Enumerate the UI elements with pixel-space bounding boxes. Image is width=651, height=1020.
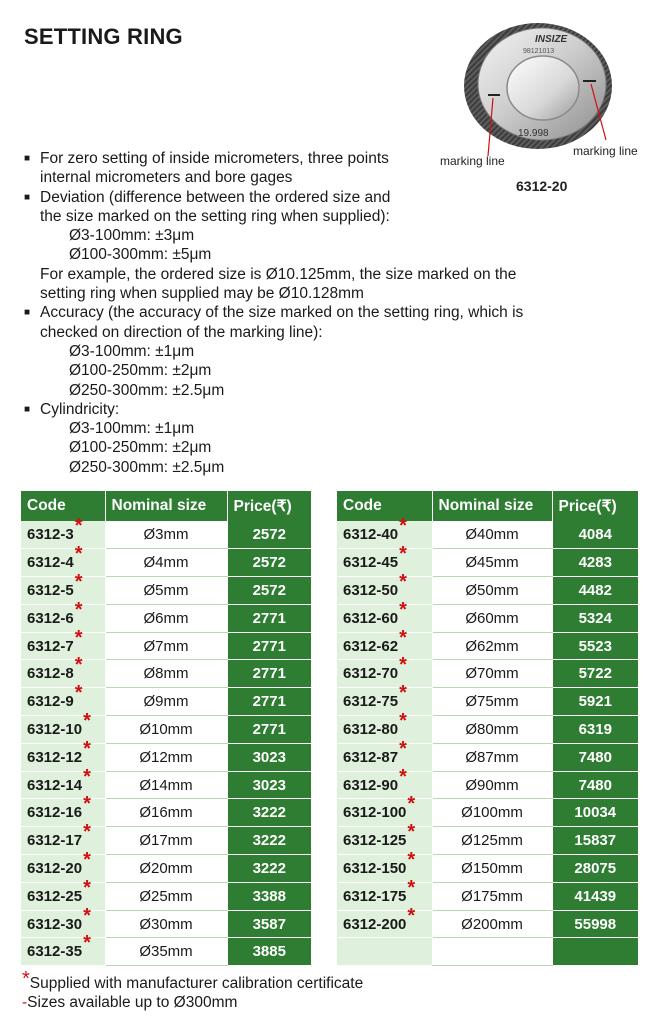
price-cell: 2572 (227, 577, 311, 605)
column-header-price: Price(₹) (227, 491, 311, 521)
table-row (21, 688, 311, 716)
certificate-star: * (399, 737, 407, 760)
empty-cell (337, 938, 432, 966)
table-row (337, 688, 638, 716)
code-cell (21, 515, 105, 549)
nominal-size-cell: Ø70mm (432, 660, 552, 688)
code-cell (21, 626, 105, 660)
bullet-icon: ■ (24, 153, 31, 164)
price-cell: 7480 (552, 743, 638, 771)
column-header-nominal-size: Nominal size (105, 491, 227, 521)
feature-text: setting ring when supplied may be Ø10.128mm (40, 285, 364, 303)
column-header-nominal-size: Nominal size (432, 491, 552, 521)
feature-text: For example, the ordered size is Ø10.125mm, the size marked on the (40, 265, 517, 283)
price-table-right (337, 491, 638, 966)
column-header-code: Code (21, 491, 105, 521)
bullet-icon: ■ (24, 403, 31, 415)
nominal-size-cell: Ø17mm (105, 827, 227, 855)
certificate-star: * (74, 570, 83, 593)
certificate-star: * (399, 654, 407, 677)
code-text: 6312-14 (27, 776, 83, 794)
price-cell: 2771 (227, 688, 311, 716)
table-row (337, 910, 638, 938)
table-row (21, 521, 311, 549)
feature-spec: Ø100-300mm: ±5μm (69, 246, 212, 264)
price-cell: 6319 (552, 716, 638, 744)
price-cell: 28075 (552, 855, 638, 883)
certificate-star: * (399, 626, 407, 649)
code-text: 6312-12 (27, 748, 83, 766)
footnote-text: Sizes available up to Ø300mm (27, 994, 238, 1011)
price-cell: 4084 (552, 521, 638, 549)
code-text: 6312-10 (27, 720, 83, 738)
feature-item: ■ Deviation (difference between the ordered size and (24, 188, 391, 206)
column-header-price: Price(₹) (552, 491, 638, 521)
table-header-row (21, 491, 311, 521)
price-cell: 10034 (552, 799, 638, 827)
code-cell (21, 709, 105, 744)
code-text: 6312-6 (27, 609, 74, 627)
certificate-star: * (399, 709, 407, 732)
nominal-size-cell: Ø100mm (432, 799, 552, 827)
empty-cell (432, 938, 552, 966)
feature-spec: Ø3-100mm: ±1μm (69, 420, 195, 438)
price-cell: 55998 (552, 910, 638, 938)
code-cell (337, 765, 432, 799)
table-row (337, 604, 638, 632)
feature-spec: Ø3-100mm: ±1μm (69, 342, 195, 360)
nominal-size-cell: Ø4mm (105, 549, 227, 577)
code-text: 6312-16 (27, 804, 83, 822)
code-cell (337, 598, 432, 632)
nominal-size-cell: Ø16mm (105, 799, 227, 827)
nominal-size-cell: Ø62mm (432, 632, 552, 660)
code-cell (337, 737, 432, 771)
certificate-star: * (407, 876, 416, 899)
table-row (337, 771, 638, 799)
code-text: 6312-5 (27, 581, 74, 599)
nominal-size-cell: Ø150mm (432, 855, 552, 883)
price-cell: 5324 (552, 604, 638, 632)
feature-spec: Ø3-100mm: ±3μm (69, 227, 195, 245)
page-title: SETTING RING (24, 24, 183, 49)
nominal-size-cell: Ø90mm (432, 771, 552, 799)
code-cell (21, 932, 105, 966)
certificate-star: * (407, 848, 416, 871)
nominal-size-cell: Ø3mm (105, 521, 227, 549)
code-cell (337, 876, 432, 910)
price-cell: 3222 (227, 855, 311, 883)
ring-size-text: 19.998 (518, 128, 549, 139)
certificate-star: * (74, 543, 83, 566)
price-cell: 3388 (227, 882, 311, 910)
nominal-size-cell: Ø87mm (432, 743, 552, 771)
code-cell (21, 737, 105, 771)
code-cell (21, 654, 105, 688)
table-row (21, 855, 311, 883)
feature-item: ■ Cylindricity: (24, 400, 120, 418)
code-cell (21, 543, 105, 577)
certificate-star: * (83, 932, 91, 955)
code-text: 6312-35 (27, 943, 83, 961)
code-cell (21, 793, 105, 827)
code-text: 6312-17 (27, 832, 83, 850)
price-cell: 7480 (552, 771, 638, 799)
footnote-calibration (22, 968, 363, 993)
certificate-star: * (83, 737, 91, 760)
code-text: 6312-9 (27, 693, 74, 711)
certificate-star: * (83, 821, 91, 844)
certificate-star: * (399, 570, 407, 593)
table-row (21, 632, 311, 660)
nominal-size-cell: Ø60mm (432, 604, 552, 632)
table-row (337, 716, 638, 744)
price-cell: 2771 (227, 660, 311, 688)
table-row (21, 604, 311, 632)
certificate-star: * (74, 515, 83, 538)
footnote-star: * (22, 968, 30, 990)
code-cell (21, 570, 105, 605)
code-cell (337, 515, 432, 549)
feature-item: ■ Accuracy (the accuracy of the size marked on the setting ring, which is (24, 304, 524, 322)
code-text: 6312-62 (343, 637, 399, 655)
code-text: 6312-90 (343, 776, 399, 794)
code-cell (337, 848, 432, 883)
price-cell: 2771 (227, 716, 311, 744)
table-row (337, 743, 638, 771)
table-row (21, 827, 311, 855)
price-cell: 3587 (227, 910, 311, 938)
code-cell (337, 821, 432, 855)
nominal-size-cell: Ø35mm (105, 938, 227, 966)
code-cell (21, 598, 105, 632)
table-row (21, 910, 311, 938)
table-row (21, 577, 311, 605)
certificate-star: * (399, 515, 407, 538)
feature-text: the size marked on the setting ring when supplied): (40, 207, 390, 225)
code-text: 6312-3 (27, 526, 74, 544)
table-row (337, 799, 638, 827)
certificate-star: * (83, 904, 91, 927)
table-row (21, 660, 311, 688)
table-row (337, 632, 638, 660)
nominal-size-cell: Ø200mm (432, 910, 552, 938)
nominal-size-cell: Ø7mm (105, 632, 227, 660)
marking-line-label-right: marking line (573, 144, 638, 158)
code-cell (21, 904, 105, 938)
footnote-text: Supplied with manufacturer calibration certificate (29, 975, 364, 992)
nominal-size-cell: Ø45mm (432, 549, 552, 577)
certificate-star: * (83, 709, 91, 732)
certificate-star: * (399, 543, 407, 566)
nominal-size-cell: Ø125mm (432, 827, 552, 855)
price-cell: 3885 (227, 938, 311, 966)
code-cell (337, 626, 432, 660)
code-text: 6312-80 (343, 720, 399, 738)
price-cell: 15837 (552, 827, 638, 855)
price-cell: 5722 (552, 660, 638, 688)
feature-item: ■ For zero setting of inside micrometers, three points (24, 150, 389, 167)
certificate-star: * (399, 598, 407, 621)
code-text: 6312-50 (343, 581, 399, 599)
price-cell: 2572 (227, 521, 311, 549)
empty-cell (552, 938, 638, 966)
code-text: 6312-25 (27, 887, 83, 905)
table-row (337, 827, 638, 855)
table-row (337, 660, 638, 688)
code-cell (337, 570, 432, 605)
code-text: 6312-150 (343, 859, 407, 877)
nominal-size-cell: Ø50mm (432, 577, 552, 605)
price-cell: 4283 (552, 549, 638, 577)
price-cell: 3023 (227, 771, 311, 799)
code-cell (337, 654, 432, 688)
code-text: 6312-75 (343, 693, 399, 711)
footnote-sizes (22, 994, 237, 1012)
feature-spec: Ø100-250mm: ±2μm (69, 439, 212, 457)
nominal-size-cell: Ø30mm (105, 910, 227, 938)
certificate-star: * (407, 793, 416, 816)
ring-serial-text: 98121013 (523, 48, 555, 55)
code-text: 6312-175 (343, 887, 407, 905)
price-cell: 2771 (227, 632, 311, 660)
certificate-star: * (83, 765, 91, 788)
code-cell (337, 709, 432, 744)
table-row (21, 716, 311, 744)
feature-spec: Ø250-300mm: ±2.5μm (69, 381, 225, 399)
code-text: 6312-20 (27, 859, 83, 877)
certificate-star: * (74, 598, 83, 621)
code-text: 6312-30 (27, 915, 83, 933)
price-cell: 3222 (227, 799, 311, 827)
code-cell (21, 848, 105, 883)
code-cell (337, 793, 432, 827)
code-cell (21, 765, 105, 799)
price-cell: 4482 (552, 577, 638, 605)
price-cell: 5523 (552, 632, 638, 660)
table-row (337, 882, 638, 910)
nominal-size-cell: Ø10mm (105, 716, 227, 744)
table-row (337, 577, 638, 605)
price-cell: 2771 (227, 604, 311, 632)
feature-text: checked on direction of the marking line): (40, 323, 323, 341)
column-header-code: Code (337, 491, 432, 521)
table-row (21, 882, 311, 910)
table-row (21, 938, 311, 966)
feature-text: internal micrometers and bore gages (40, 169, 293, 187)
bullet-icon: ■ (24, 307, 31, 319)
price-cell: 5921 (552, 688, 638, 716)
table-header-row (337, 491, 638, 521)
certificate-star: * (83, 876, 91, 899)
table-row (337, 521, 638, 549)
certificate-star: * (407, 821, 416, 844)
code-text: 6312-7 (27, 637, 74, 655)
price-table-left (21, 491, 311, 966)
certificate-star: * (399, 682, 407, 705)
feature-list (24, 149, 624, 477)
code-text: 6312-100 (343, 804, 407, 822)
table-row (21, 549, 311, 577)
footnote-dash: - (22, 994, 28, 1011)
code-text: 6312-60 (343, 609, 399, 627)
marking-line-label-left: marking line (440, 154, 505, 168)
model-number-label: 6312-20 (516, 178, 568, 194)
nominal-size-cell: Ø14mm (105, 771, 227, 799)
code-text: 6312-70 (343, 665, 399, 683)
nominal-size-cell: Ø75mm (432, 688, 552, 716)
code-cell (337, 904, 432, 938)
certificate-star: * (83, 793, 91, 816)
code-text: 6312-8 (27, 665, 74, 683)
code-cell (21, 682, 105, 716)
nominal-size-cell: Ø175mm (432, 882, 552, 910)
code-text: 6312-40 (343, 526, 399, 544)
table-row (337, 938, 638, 966)
code-text: 6312-125 (343, 832, 407, 850)
nominal-size-cell: Ø25mm (105, 882, 227, 910)
table-row (21, 743, 311, 771)
code-text: 6312-87 (343, 748, 399, 766)
bullet-icon: ■ (24, 191, 31, 203)
code-cell (337, 543, 432, 577)
feature-spec: Ø100-250mm: ±2μm (69, 362, 212, 380)
certificate-star: * (74, 682, 83, 705)
code-text: 6312-200 (343, 915, 407, 933)
table-row (21, 771, 311, 799)
table-row (337, 855, 638, 883)
table-row (21, 799, 311, 827)
certificate-star: * (74, 626, 83, 649)
nominal-size-cell: Ø40mm (432, 521, 552, 549)
nominal-size-cell: Ø6mm (105, 604, 227, 632)
nominal-size-cell: Ø20mm (105, 855, 227, 883)
code-cell (21, 876, 105, 910)
code-text: 6312-45 (343, 554, 399, 572)
feature-spec: Ø250-300mm: ±2.5μm (69, 458, 225, 476)
certificate-star: * (407, 904, 416, 927)
ring-brand-text: INSIZE (535, 34, 568, 45)
certificate-star: * (83, 848, 91, 871)
code-cell (337, 682, 432, 716)
price-cell: 3222 (227, 827, 311, 855)
nominal-size-cell: Ø8mm (105, 660, 227, 688)
price-cell: 41439 (552, 882, 638, 910)
nominal-size-cell: Ø80mm (432, 716, 552, 744)
certificate-star: * (399, 765, 407, 788)
price-cell: 2572 (227, 549, 311, 577)
nominal-size-cell: Ø12mm (105, 743, 227, 771)
ring-bore (507, 56, 579, 120)
table-row (337, 549, 638, 577)
certificate-star: * (74, 654, 83, 677)
price-cell: 3023 (227, 743, 311, 771)
nominal-size-cell: Ø9mm (105, 688, 227, 716)
code-text: 6312-4 (27, 554, 74, 572)
nominal-size-cell: Ø5mm (105, 577, 227, 605)
code-cell (21, 821, 105, 855)
